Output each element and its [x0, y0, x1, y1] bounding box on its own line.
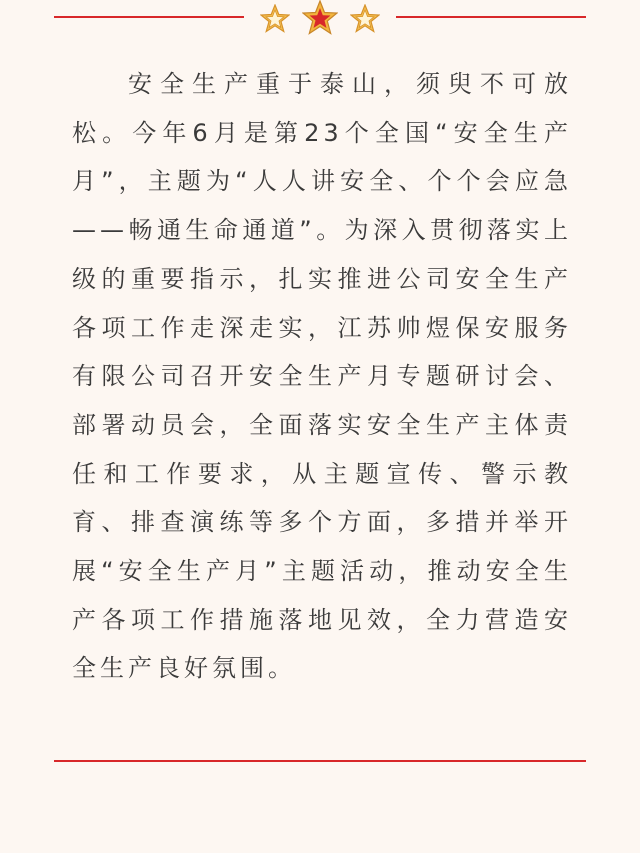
article-body	[72, 60, 572, 693]
article-paragraph: 安全生产重于泰山，须臾不可放松。今年6月是第23个全国“安全生产月”，主题为“人人讲安全、个个会应急——畅通生命通道”。为深入贯彻落实上级的重要指示，扎实推进公司安全生产各项工作走深走实，江苏帅煜保安服务有限公司召开安全生产月专题研讨会、部署动员会，全面落实安全生产主体责任和工作要求，从主题宣传、警示教育、排查演练等多个方面，多措并举开展“安全生产月”主题活动，推动安全生产各项工作措施落地见效，全力营造安全生产良好氛围。	[72, 70, 572, 683]
outline-star-icon	[350, 4, 380, 34]
bottom-divider	[54, 760, 586, 762]
filled-star-icon	[302, 0, 338, 36]
top-divider-left-line	[54, 16, 244, 18]
star-ornament	[256, 0, 384, 38]
top-divider-right-line	[396, 16, 586, 18]
outline-star-icon	[260, 4, 290, 34]
